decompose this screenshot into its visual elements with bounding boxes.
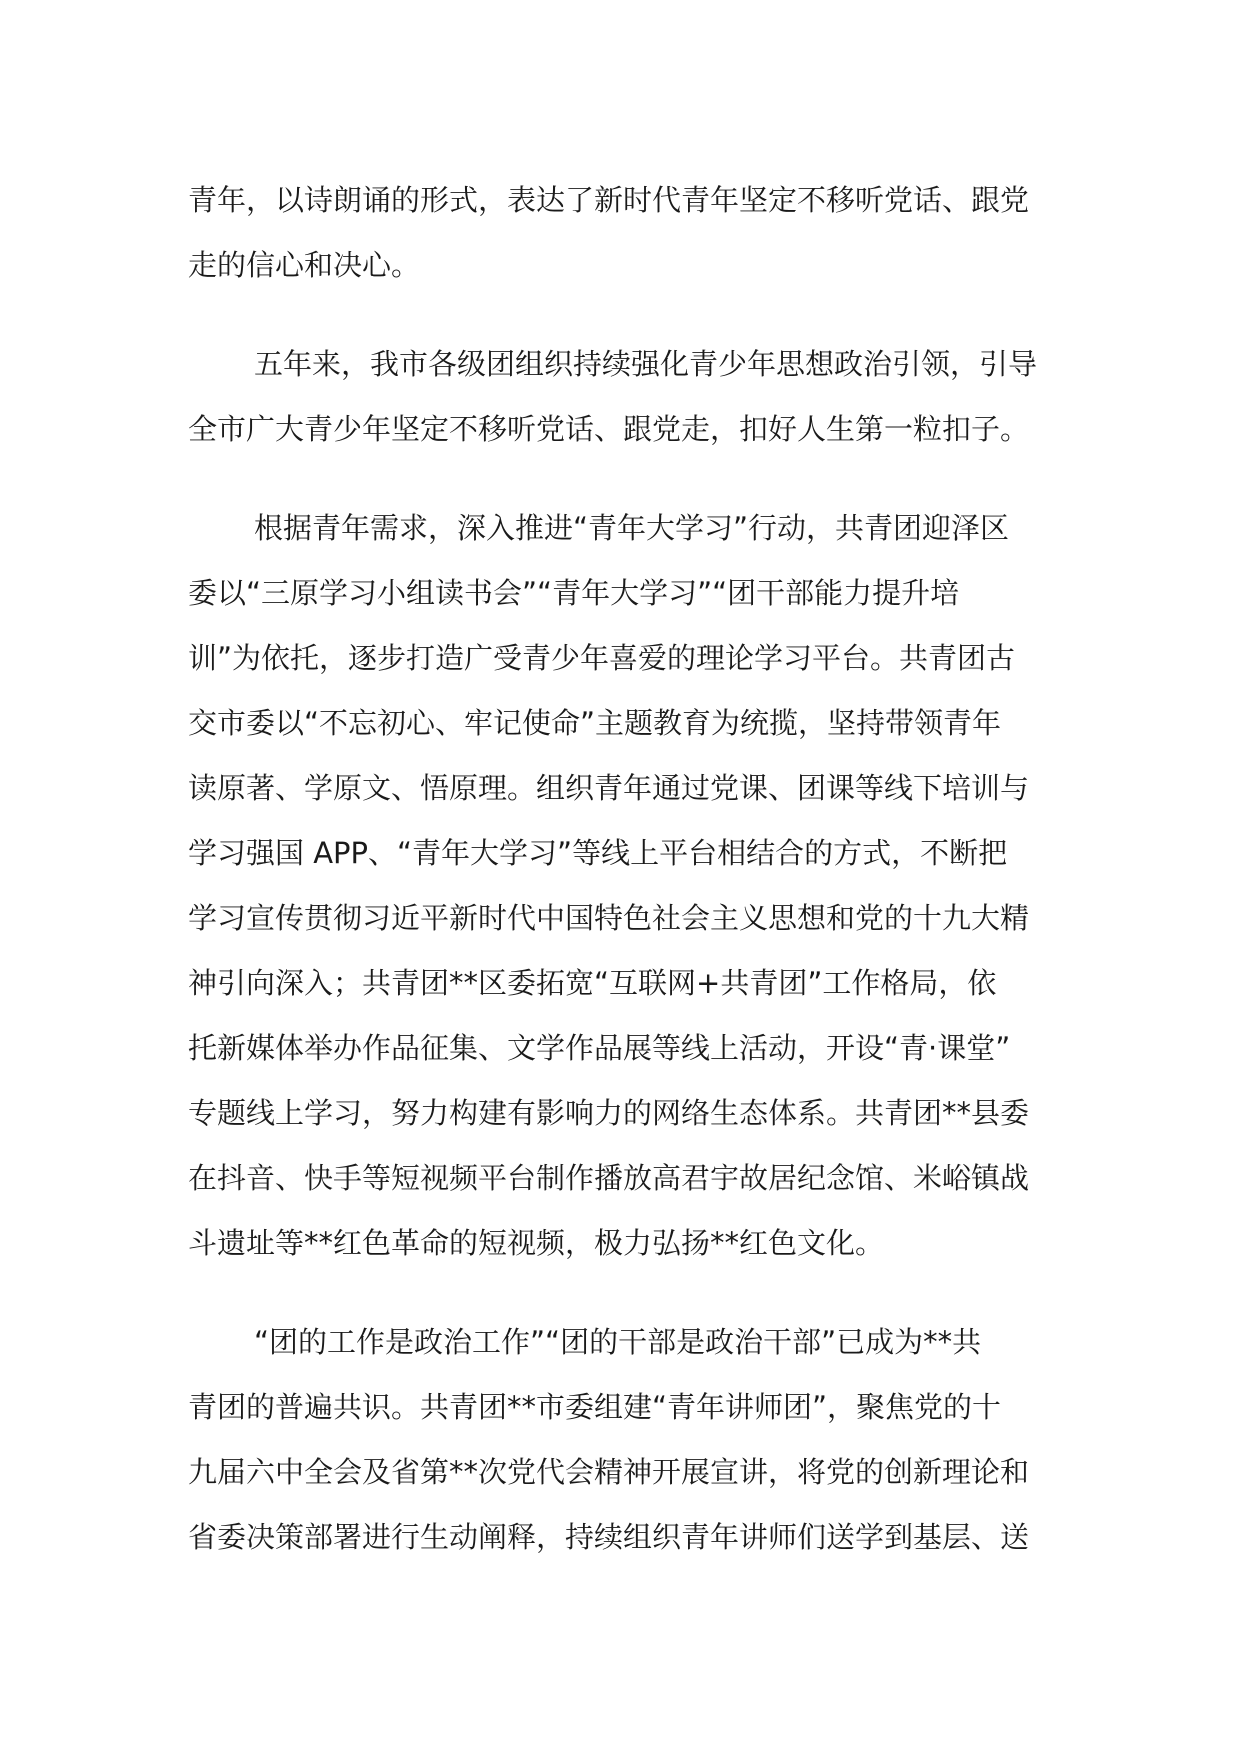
text-line: 全市广大青少年坚定不移听党话、跟党走，扣好人生第一粒扣子。 xyxy=(188,412,1030,446)
text-line: 在抖音、快手等短视频平台制作播放高君宇故居纪念馆、米峪镇战 xyxy=(188,1161,1030,1195)
text-line: 交市委以“不忘初心、牢记使命”主题教育为统揽，坚持带领青年 xyxy=(188,706,1002,740)
text-line: 学习强国 APP、“青年大学习”等线上平台相结合的方式，不断把 xyxy=(188,836,1008,870)
text-line: 青年，以诗朗诵的形式，表达了新时代青年坚定不移听党话、跟党 xyxy=(188,183,1030,217)
document-body xyxy=(188,168,1058,1604)
text-line: 神引向深入；共青团**区委拓宽“互联网+共青团”工作格局，依 xyxy=(188,966,997,1000)
text-line: 青团的普遍共识。共青团**市委组建“青年讲师团”，聚焦党的十 xyxy=(188,1390,1002,1424)
paragraph-2 xyxy=(188,332,1058,462)
text-line: 根据青年需求，深入推进“青年大学习”行动，共青团迎泽区 xyxy=(254,511,1010,545)
text-line: 委以“三原学习小组读书会”“青年大学习”“团干部能力提升培 xyxy=(188,576,960,610)
text-line: 训”为依托，逐步打造广受青少年喜爱的理论学习平台。共青团古 xyxy=(188,641,1016,675)
paragraph-3 xyxy=(188,496,1058,1276)
text-line: 专题线上学习，努力构建有影响力的网络生态体系。共青团**县委 xyxy=(188,1096,1030,1130)
paragraph-4 xyxy=(188,1310,1058,1570)
text-line: “团的工作是政治工作”“团的干部是政治干部”已成为**共 xyxy=(254,1325,982,1359)
text-line: 五年来，我市各级团组织持续强化青少年思想政治引领，引导 xyxy=(254,347,1038,381)
text-line: 省委决策部署进行生动阐释，持续组织青年讲师们送学到基层、送 xyxy=(188,1520,1030,1554)
text-line: 托新媒体举办作品征集、文学作品展等线上活动，开设“青·课堂” xyxy=(188,1031,1011,1065)
text-line: 读原著、学原文、悟原理。组织青年通过党课、团课等线下培训与 xyxy=(188,771,1030,805)
paragraph-1 xyxy=(188,168,1058,298)
text-line: 九届六中全会及省第**次党代会精神开展宣讲，将党的创新理论和 xyxy=(188,1455,1030,1489)
text-line: 走的信心和决心。 xyxy=(188,248,421,282)
text-line: 斗遗址等**红色革命的短视频，极力弘扬**红色文化。 xyxy=(188,1226,885,1260)
text-line: 学习宣传贯彻习近平新时代中国特色社会主义思想和党的十九大精 xyxy=(188,901,1030,935)
